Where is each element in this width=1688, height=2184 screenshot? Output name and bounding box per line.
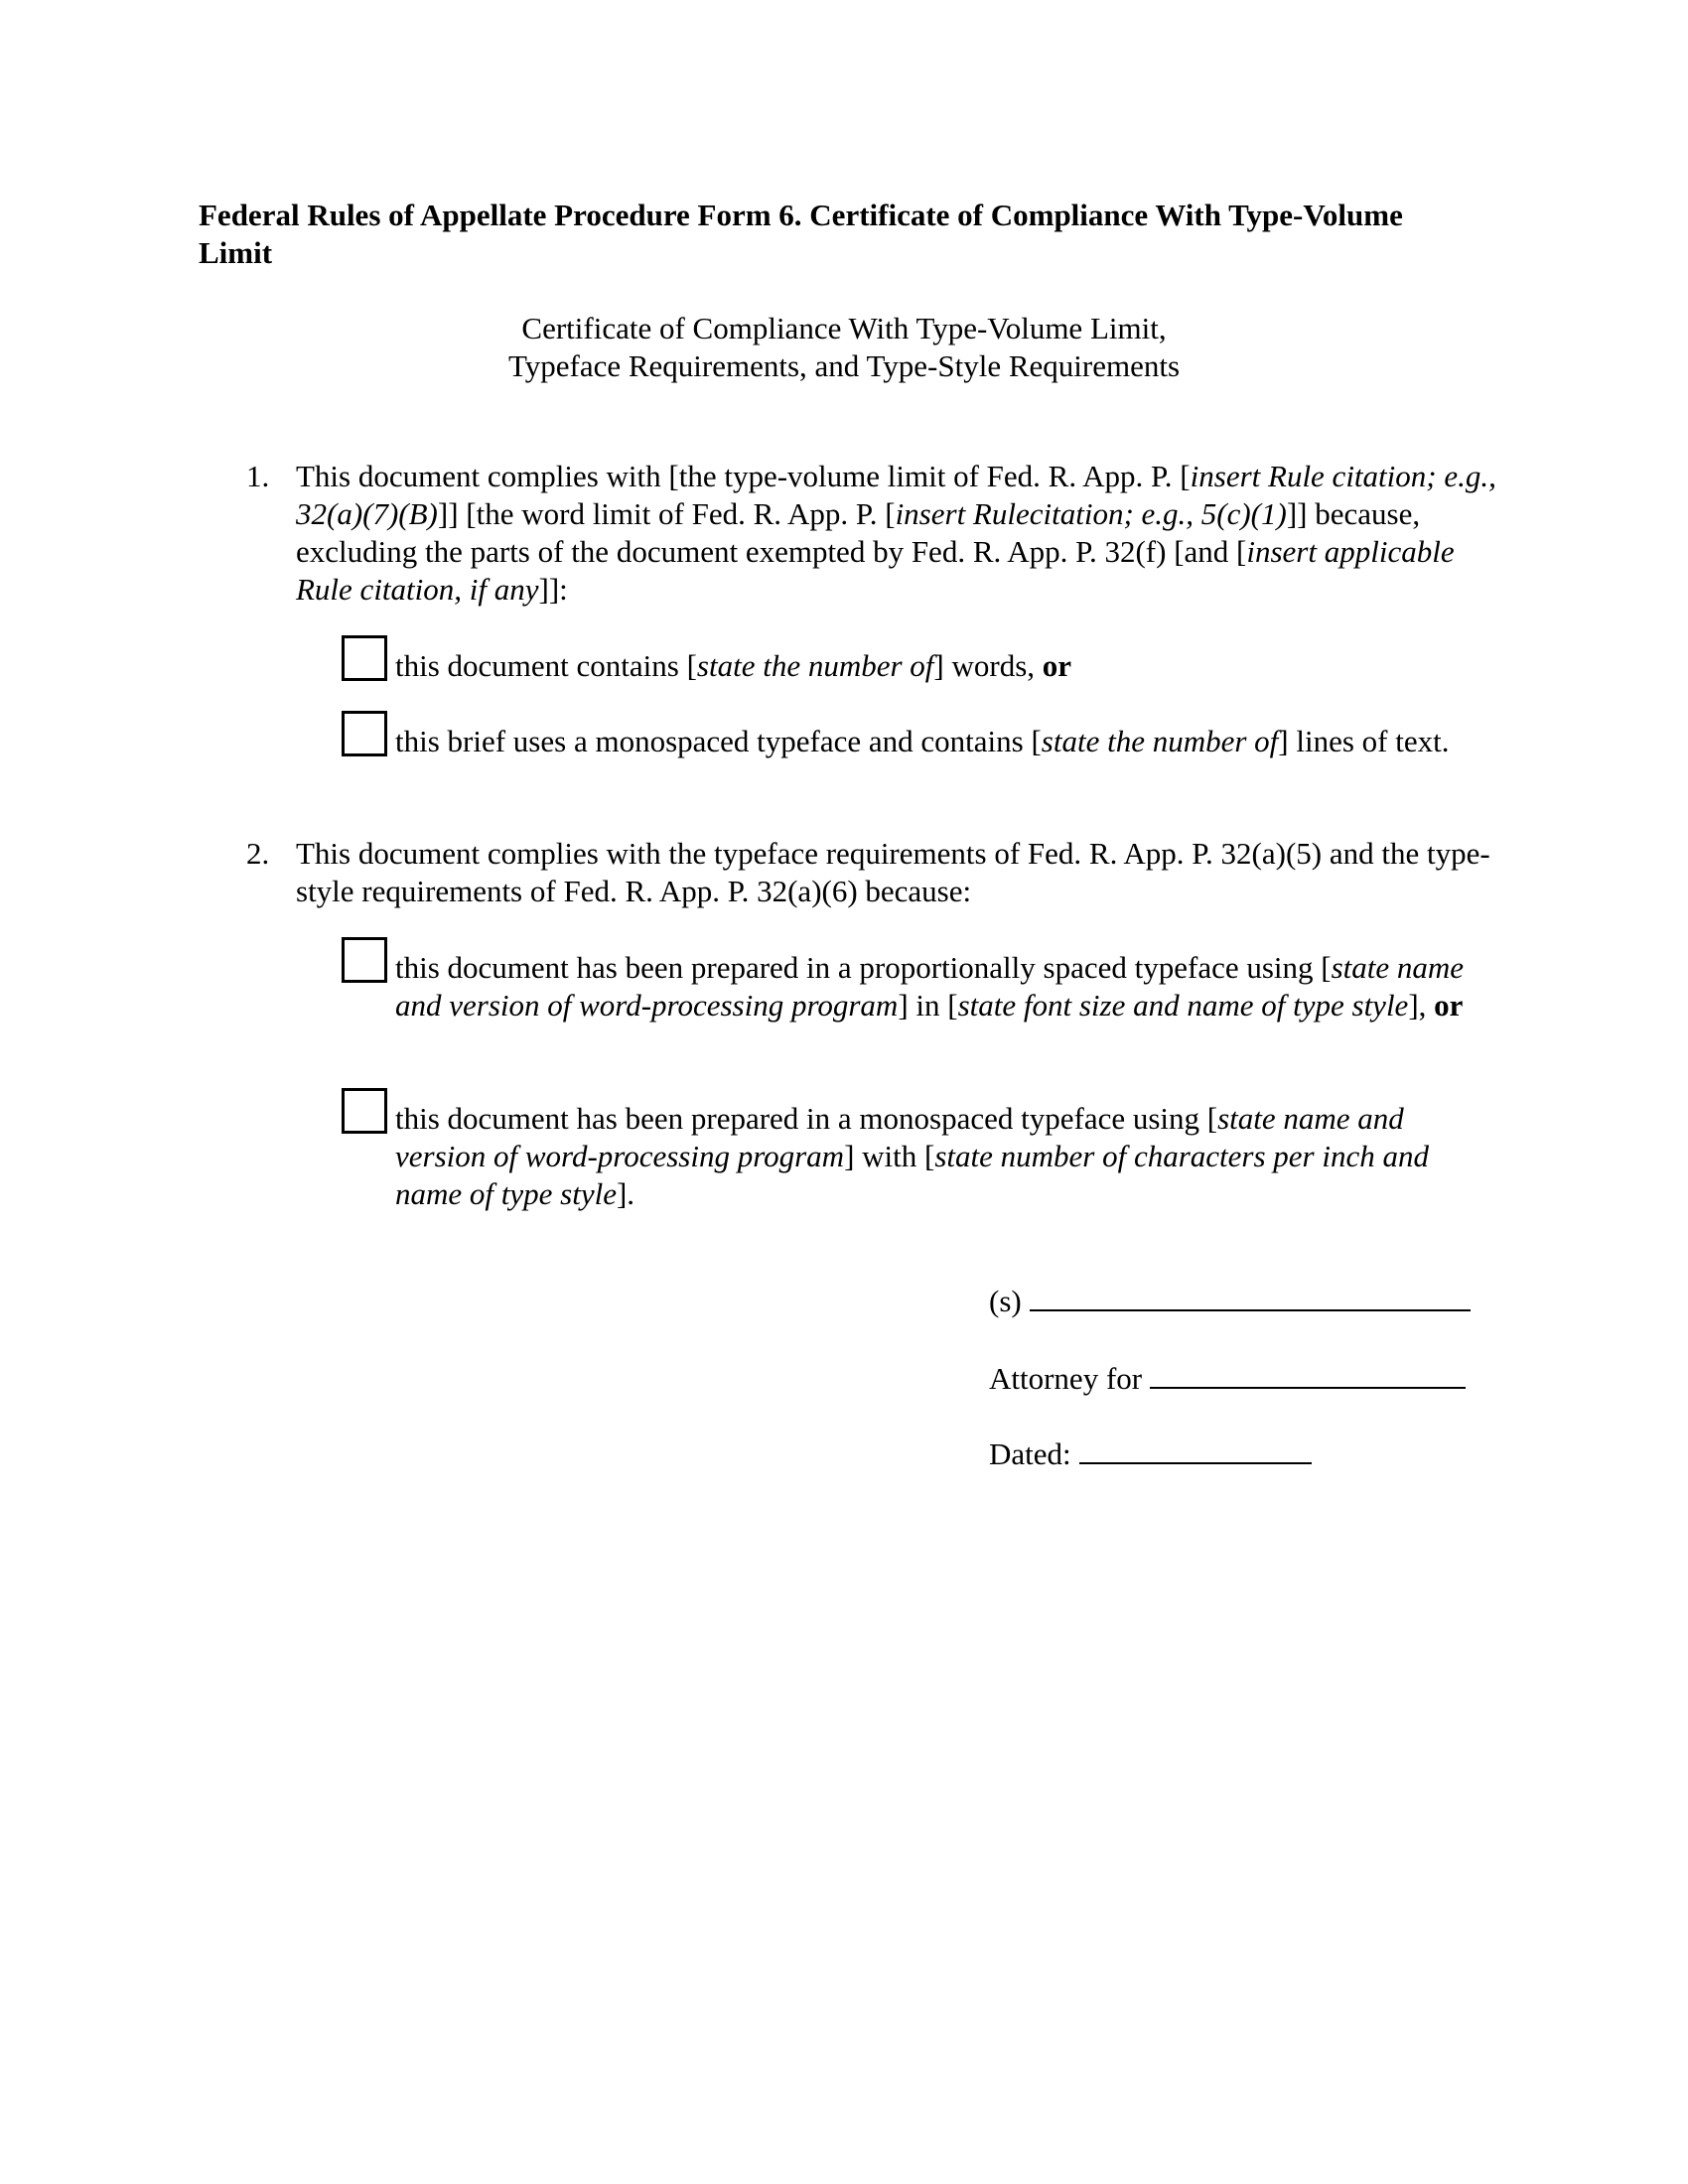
item-placeholder-text: insert Rulecitation; e.g., 5(c)(1) — [895, 496, 1287, 531]
dated-blank[interactable] — [1079, 1436, 1312, 1464]
certificate-title — [199, 310, 1489, 385]
option-placeholder-text: state font size and name of type style — [957, 988, 1409, 1023]
option-text-part: this document contains [ — [395, 648, 697, 683]
item-text-part: This document complies with [the type-volume limit of Fed. R. App. P. [ — [296, 459, 1191, 493]
option-text-part: this document has been prepared in a proportionally spaced typeface using [ — [395, 950, 1332, 985]
option-text-part: this document has been prepared in a monospaced typeface using [ — [395, 1101, 1218, 1136]
option-text-part: ] words, — [933, 648, 1043, 683]
option-text-part: ], — [1408, 988, 1435, 1023]
option-text — [395, 647, 1497, 685]
item-placeholder-text: insert Rule citation; e.g., 32(a)(7)(B) — [296, 459, 1496, 531]
line-count-checkbox[interactable] — [342, 711, 387, 756]
signature-blank[interactable] — [1030, 1284, 1471, 1311]
certificate-title-line-1: Certificate of Compliance With Type-Volume Limit, — [521, 311, 1167, 345]
item-text-part: ]] because, excluding the parts of the document exempted by Fed. R. App. P. 32(f) [and [ — [296, 496, 1421, 569]
item-text-part: ]]: — [538, 572, 568, 607]
option-conjunction: or — [1434, 988, 1464, 1023]
option-text-part: ]. — [616, 1176, 635, 1211]
attorney-for-blank[interactable] — [1150, 1361, 1466, 1389]
item-text — [296, 458, 1497, 609]
dated-line — [989, 1435, 1312, 1473]
word-count-checkbox[interactable] — [342, 635, 387, 681]
item-number: 2. — [246, 836, 270, 871]
proportional-typeface-checkbox[interactable] — [342, 937, 387, 983]
option-placeholder-text: state number of characters per inch and name of type style — [395, 1139, 1429, 1211]
signature-label: (s) — [989, 1284, 1022, 1318]
option-placeholder-text: state the number of — [696, 648, 934, 683]
item-text-part: ]] [the word limit of Fed. R. App. P. [ — [437, 496, 896, 531]
attorney-for-line — [989, 1360, 1466, 1398]
certificate-title-line-2: Typeface Requirements, and Type-Style Requirements — [507, 348, 1181, 383]
option-placeholder-text: state name and version of word-processing program — [395, 1101, 1404, 1173]
item-number: 1. — [246, 459, 270, 493]
option-text — [395, 949, 1497, 1024]
option-placeholder-text: state name and version of word-processing program — [395, 950, 1465, 1023]
attorney-for-label: Attorney for — [989, 1361, 1143, 1396]
form-heading: Federal Rules of Appellate Procedure Form 6. Certificate of Compliance With Type-Volume Limit — [199, 198, 1403, 270]
item-text: This document complies with the typeface requirements of Fed. R. App. P. 32(a)(5) and the type-style requirements of Fed. R. App. P. 32(a)(6) because: — [296, 836, 1490, 908]
option-placeholder-text: state the number of — [1041, 724, 1279, 758]
signature-line — [989, 1283, 1471, 1320]
option-text — [395, 1100, 1497, 1213]
monospaced-typeface-checkbox[interactable] — [342, 1088, 387, 1134]
option-text-part: ] with [ — [844, 1139, 935, 1173]
option-text-part: this brief uses a monospaced typeface and contains [ — [395, 724, 1042, 758]
option-text — [395, 723, 1497, 760]
option-text-part: ] in [ — [898, 988, 958, 1023]
option-conjunction: or — [1042, 648, 1072, 683]
item-placeholder-text: insert applicable Rule citation, if any — [296, 534, 1455, 607]
dated-label: Dated: — [989, 1436, 1071, 1471]
option-text-part: ] lines of text. — [1278, 724, 1450, 758]
